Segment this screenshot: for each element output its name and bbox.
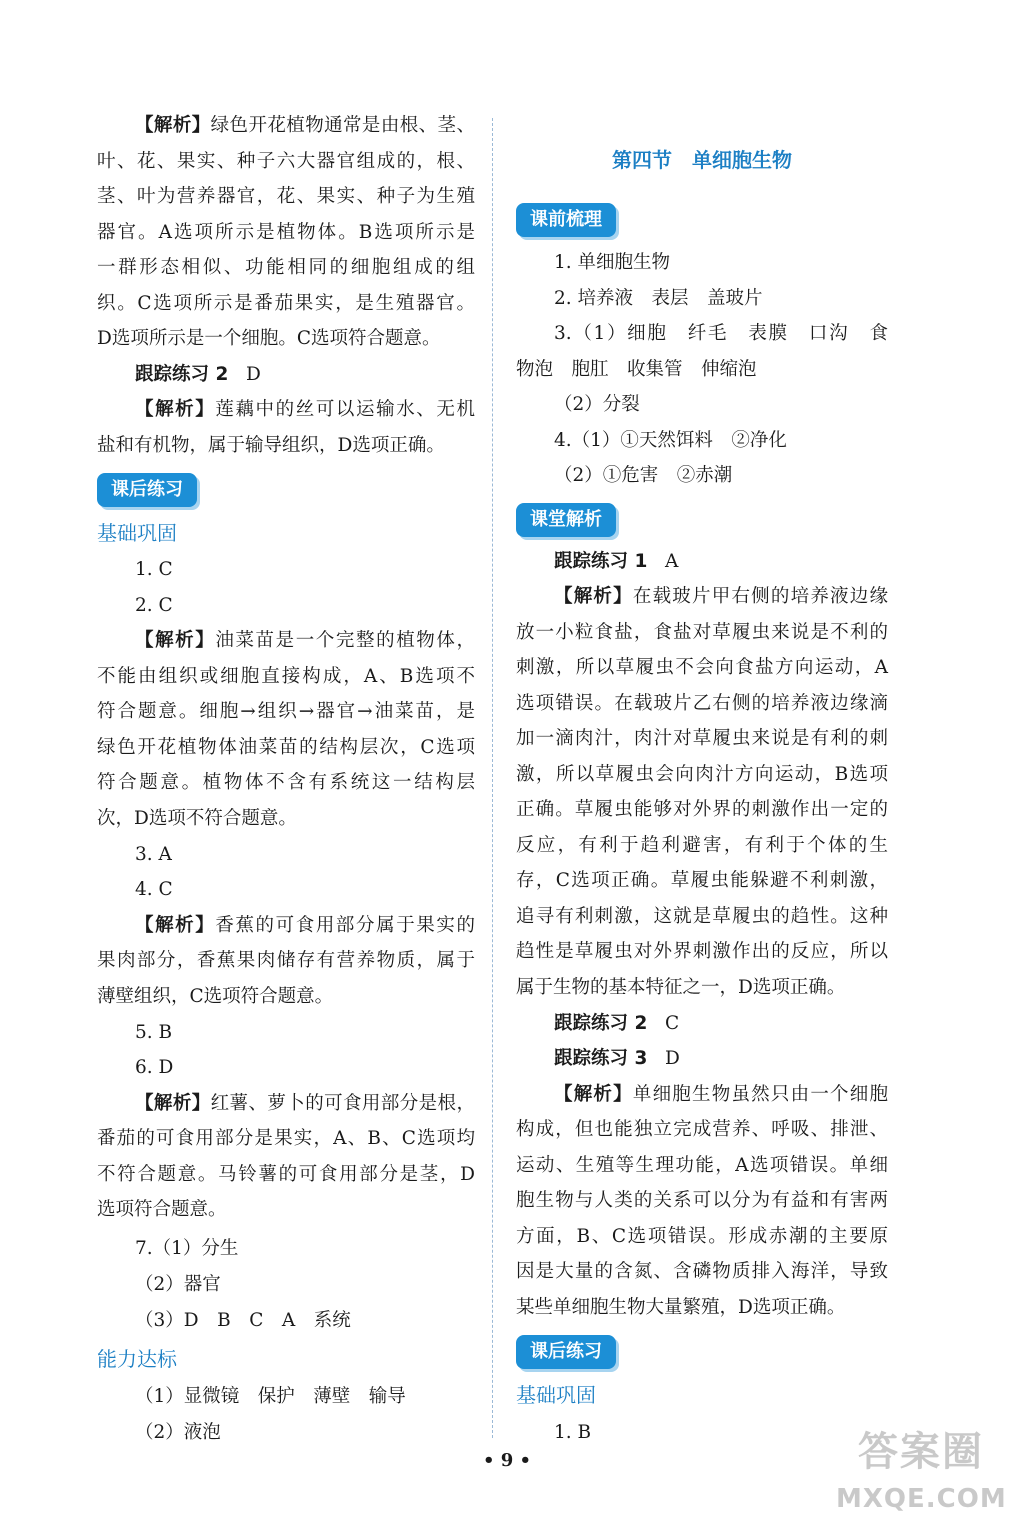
text-line: 薄壁组织，C选项符合题意。 — [97, 986, 334, 1007]
text-line: 反应，有利于趋利避害，有利于个体的生 — [516, 835, 888, 856]
subheading-basic: 基础巩固 — [516, 1383, 596, 1407]
answer-line: （2）分裂 — [554, 394, 640, 415]
text-line: 存，C选项正确。草履虫能躲避不利刺激， — [516, 870, 888, 891]
page-number: • 9 • — [482, 1450, 532, 1471]
text-line: 果肉部分，香蕉果肉储存有营养物质，属于 — [97, 950, 475, 971]
answer-line: 4.（1）①天然饵料 ②净化 — [554, 430, 787, 451]
answer-line: （2）器官 — [135, 1274, 221, 1295]
section-badge-post-class: 课后练习 — [516, 1335, 616, 1369]
answer-line: 1. B — [554, 1422, 592, 1443]
text-line: 不符合题意。马铃薯的可食用部分是茎，D — [97, 1164, 475, 1185]
text-line: 叶、花、果实、种子六大器官组成的，根、 — [97, 151, 475, 172]
answer-line: 1. 单细胞生物 — [554, 252, 671, 273]
text-line: 次，D选项不符合题意。 — [97, 808, 297, 829]
text-line: 因是大量的含氮、含磷物质排入海洋，导致 — [516, 1261, 888, 1282]
answer-line: （2）液泡 — [135, 1422, 221, 1443]
text-line: 正确。草履虫能够对外界的刺激作出一定的 — [516, 799, 888, 820]
text-line: 【解析】绿色开花植物通常是由根、茎、 — [135, 115, 475, 136]
answer-line: 1. C — [135, 559, 173, 580]
text-line: 织。C选项所示是番茄果实，是生殖器官。 — [97, 293, 475, 314]
text-line: 属于生物的基本特征之一，D选项正确。 — [516, 977, 846, 998]
subheading-ability: 能力达标 — [97, 1347, 177, 1371]
text-line: 【解析】在载玻片甲右侧的培养液边缘 — [554, 586, 888, 607]
answer-line: 3.（1）细胞 纤毛 表膜 口沟 食 — [554, 323, 888, 344]
text-line: 构成，但也能独立完成营养、呼吸、排泄、 — [516, 1119, 888, 1140]
exercise-answer: 跟踪练习 2 C — [554, 1013, 680, 1034]
text-line: 【解析】红薯、萝卜的可食用部分是根， — [135, 1093, 475, 1114]
text-line: 符合题意。植物体不含有系统这一结构层 — [97, 772, 475, 793]
text-line: 胞生物与人类的关系可以分为有益和有害两 — [516, 1190, 888, 1211]
section-title: 第四节 单细胞生物 — [612, 148, 792, 172]
answer-line: （3）D B C A 系统 — [135, 1310, 351, 1331]
text-line: 趋性是草履虫对外界刺激作出的反应，所以 — [516, 941, 888, 962]
answer-line: （2）①危害 ②赤潮 — [554, 465, 733, 486]
section-badge-post-class: 课后练习 — [97, 473, 197, 507]
text-line: 【解析】油菜苗是一个完整的植物体， — [135, 630, 475, 651]
text-line: 盐和有机物，属于输导组织，D选项正确。 — [97, 435, 445, 456]
text-line: 加一滴肉汁，肉汁对草履虫来说是有利的刺 — [516, 728, 888, 749]
text-line: 放一小粒食盐，食盐对草履虫来说是不利的 — [516, 622, 888, 643]
text-line: 一群形态相似、功能相同的细胞组成的组 — [97, 257, 475, 278]
text-line: 符合题意。细胞→组织→器官→油菜苗，是 — [97, 701, 475, 722]
text-line: 方面，B、C选项错误。形成赤潮的主要原 — [516, 1226, 888, 1247]
text-line: 运动、生殖等生理功能，A选项错误。单细 — [516, 1155, 888, 1176]
text-line: 选项错误。在载玻片乙右侧的培养液边缘滴 — [516, 693, 888, 714]
section-badge-in-class: 课堂解析 — [516, 503, 616, 537]
answer-line: 6. D — [135, 1057, 174, 1078]
text-line: 追寻有利刺激，这就是草履虫的趋性。这种 — [516, 906, 888, 927]
answer-line: 7.（1）分生 — [135, 1238, 239, 1259]
text-line: 番茄的可食用部分是果实，A、B、C选项均 — [97, 1128, 475, 1149]
answer-line: 2. 培养液 表层 盖玻片 — [554, 288, 763, 309]
text-line: 绿色开花植物体油菜苗的结构层次，C选项 — [97, 737, 475, 758]
text-line: 【解析】单细胞生物虽然只由一个细胞 — [554, 1084, 888, 1105]
watermark-logo: 答案圈 MXQE.COM — [836, 1429, 1007, 1514]
answer-line: 物泡 胞肛 收集管 伸缩泡 — [516, 359, 757, 380]
text-line: 激，所以草履虫会向肉汁方向运动，B选项 — [516, 764, 888, 785]
answer-line: 3. A — [135, 844, 172, 865]
text-line: 刺激，所以草履虫不会向食盐方向运动，A — [516, 657, 888, 678]
exercise-answer: 跟踪练习 3 D — [554, 1048, 680, 1069]
subheading-basic: 基础巩固 — [97, 521, 177, 545]
text-line: D选项所示是一个细胞。C选项符合题意。 — [97, 328, 441, 349]
section-badge-pre-class: 课前梳理 — [516, 203, 616, 237]
answer-line: 5. B — [135, 1022, 173, 1043]
text-line: 选项符合题意。 — [97, 1199, 227, 1220]
text-line: 【解析】莲藕中的丝可以运输水、无机 — [135, 399, 475, 420]
text-line: 茎、叶为营养器官，花、果实、种子为生殖 — [97, 186, 475, 207]
exercise-answer: 跟踪练习 2 D — [135, 364, 261, 385]
exercise-answer: 跟踪练习 1 A — [554, 551, 679, 572]
text-line: 器官。A选项所示是植物体。B选项所示是 — [97, 222, 475, 243]
answer-line: （1）显微镜 保护 薄壁 输导 — [135, 1386, 406, 1407]
text-line: 不能由组织或细胞直接构成，A、B选项不 — [97, 666, 475, 687]
text-line: 【解析】香蕉的可食用部分属于果实的 — [135, 915, 475, 936]
answer-line: 4. C — [135, 879, 173, 900]
text-line: 某些单细胞生物大量繁殖，D选项正确。 — [516, 1297, 846, 1318]
column-divider — [492, 118, 493, 1438]
answer-line: 2. C — [135, 595, 173, 616]
